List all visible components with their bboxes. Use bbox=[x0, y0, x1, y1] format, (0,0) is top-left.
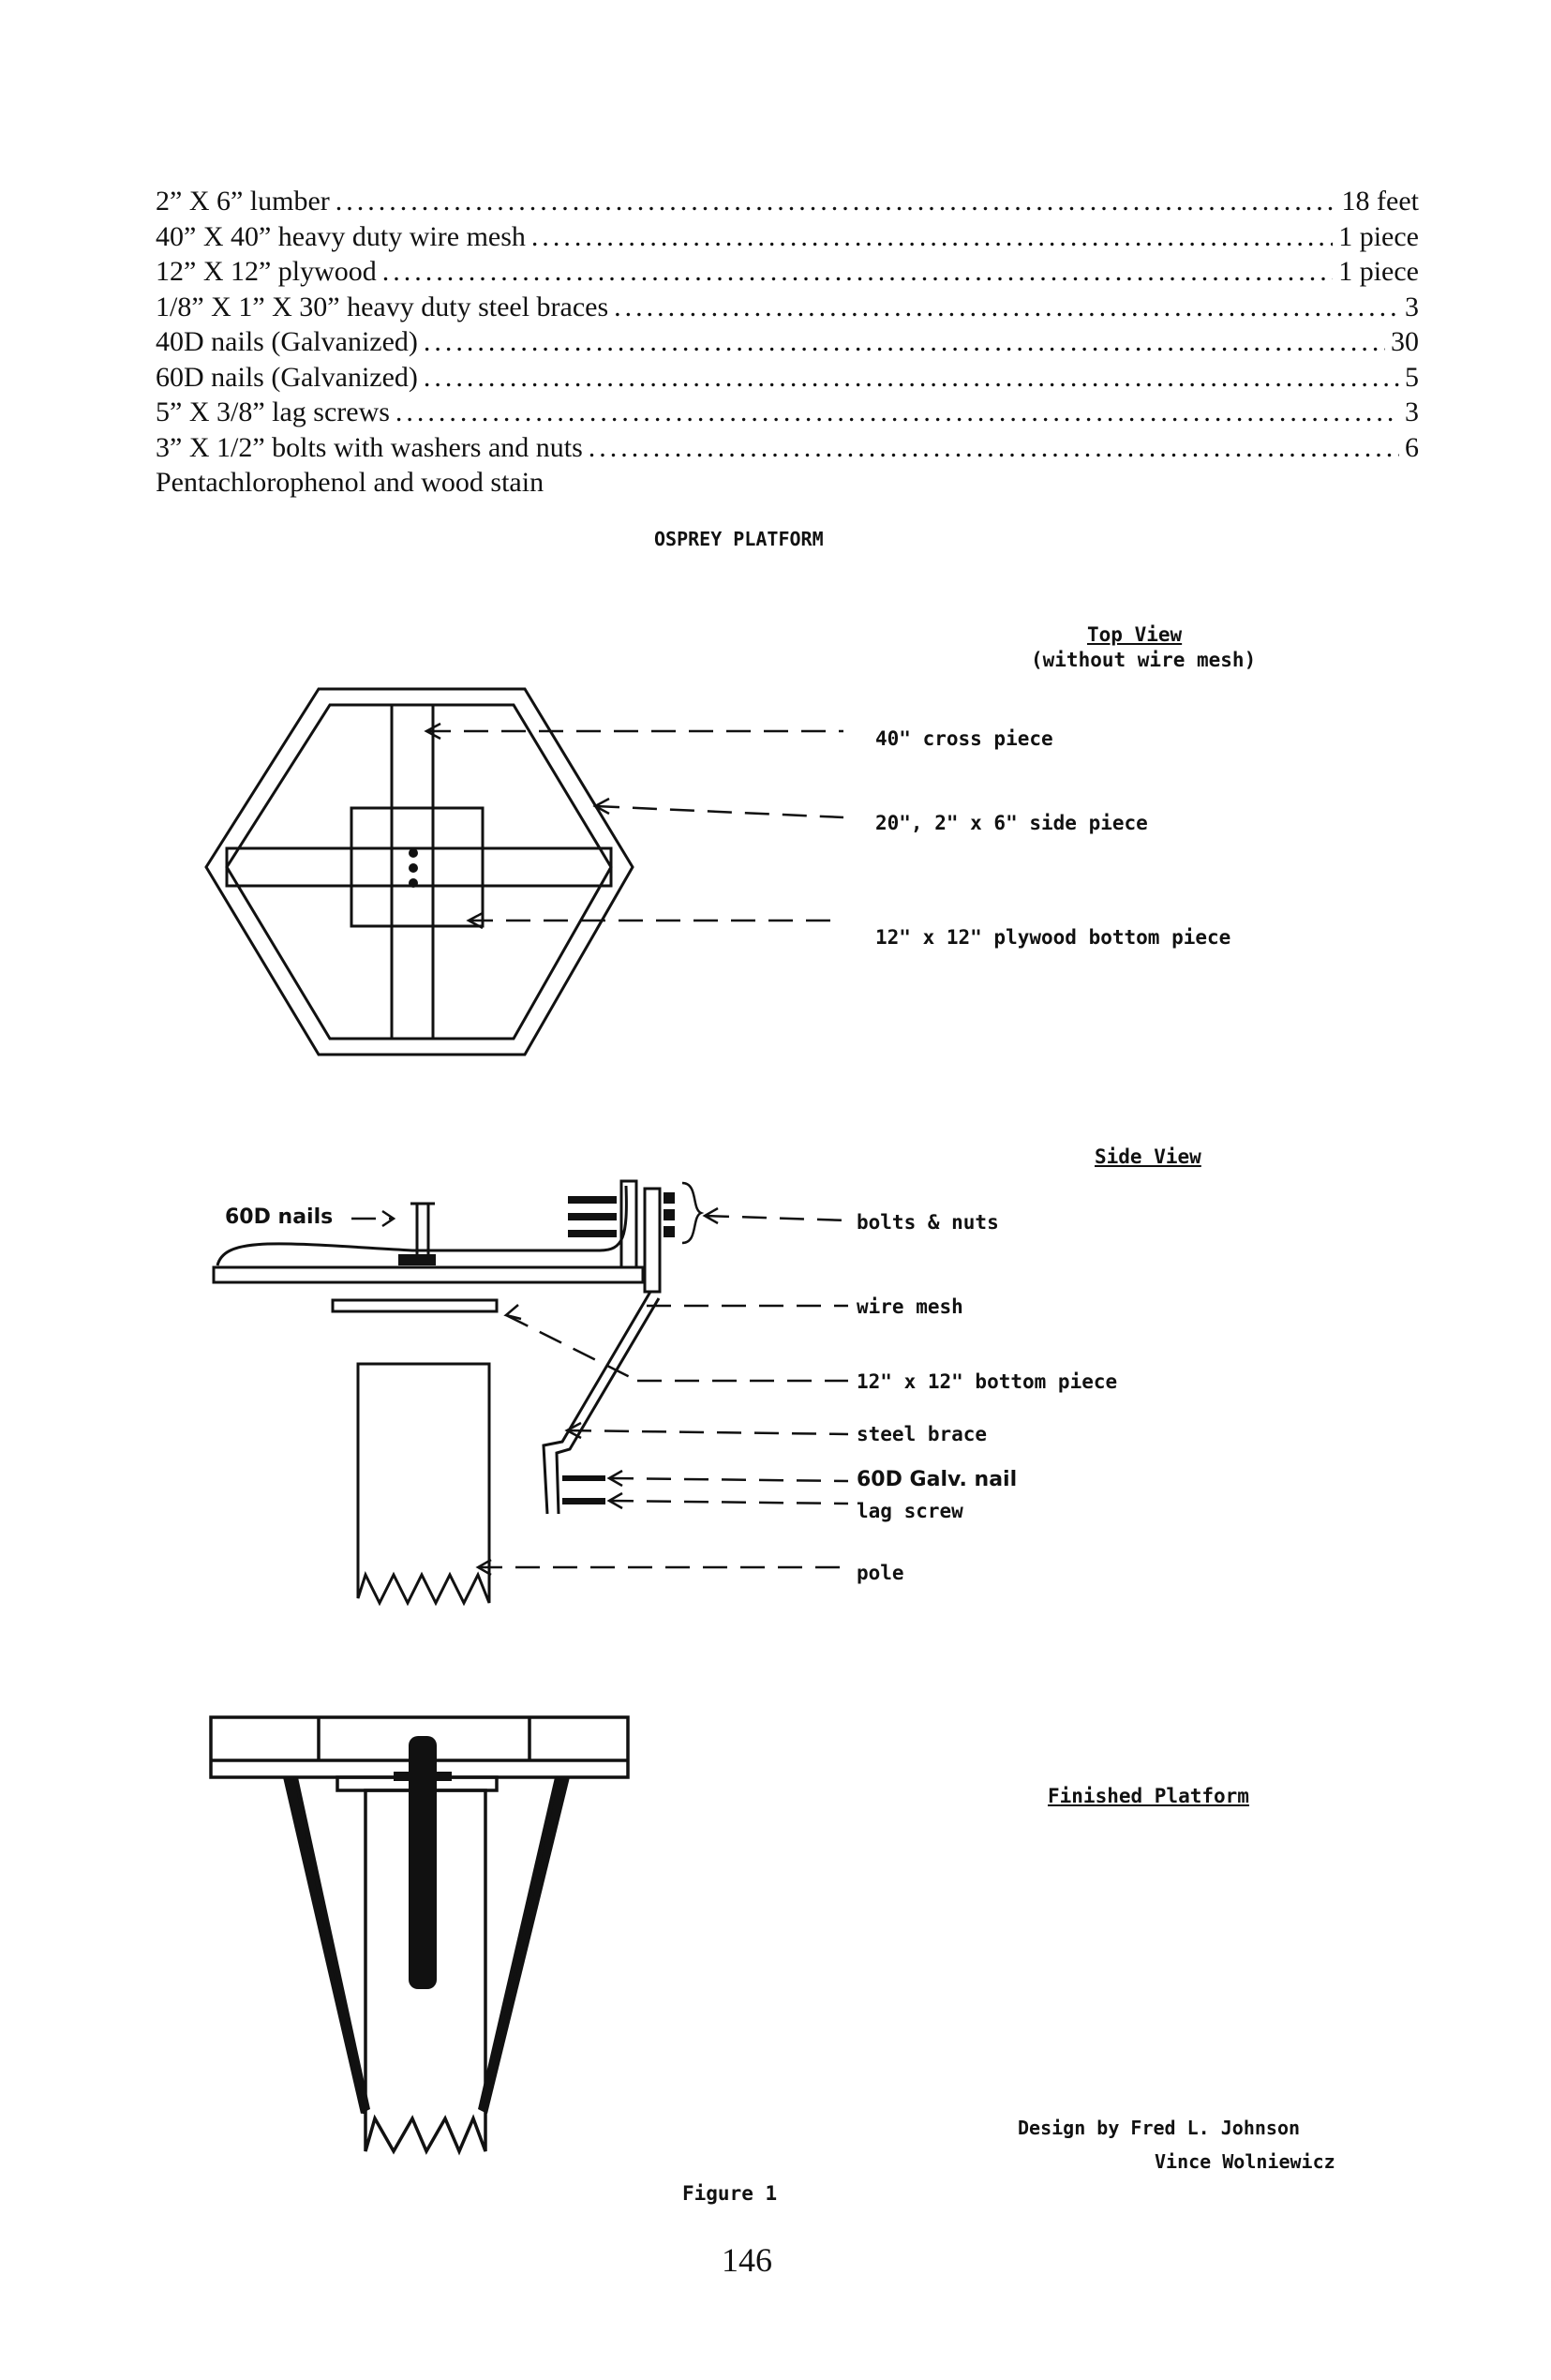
material-item: Pentachlorophenol and wood stain bbox=[156, 467, 544, 498]
top-view-hexagon-outer bbox=[206, 689, 633, 1055]
material-item: 40D nails (Galvanized) bbox=[156, 326, 418, 357]
figure-title: OSPREY PLATFORM bbox=[654, 528, 824, 550]
leader-side-piece bbox=[595, 806, 843, 817]
material-qty: 1 piece bbox=[1338, 256, 1419, 287]
top-view-horizontal-piece bbox=[227, 848, 611, 886]
label-60d-nails-handwritten: 60D nails bbox=[225, 1205, 334, 1229]
material-qty: 18 feet bbox=[1341, 186, 1419, 217]
material-item: 5” X 3/8” lag screws bbox=[156, 397, 390, 427]
side-view-upright bbox=[621, 1181, 636, 1267]
material-item: 3” X 1/2” bolts with washers and nuts bbox=[156, 431, 583, 463]
leader-steel-brace bbox=[567, 1430, 848, 1434]
material-qty: 1 piece bbox=[1338, 220, 1419, 252]
material-qty: 30 bbox=[1391, 326, 1419, 357]
figure-caption: Figure 1 bbox=[682, 2182, 778, 2205]
label-cross-piece: 40" cross piece bbox=[875, 727, 1053, 750]
material-qty: 3 bbox=[1405, 397, 1419, 427]
material-qty: 6 bbox=[1405, 431, 1419, 463]
top-view-heading: Top View bbox=[1087, 623, 1183, 646]
page-number: 146 bbox=[722, 2241, 772, 2279]
label-steel-brace: steel brace bbox=[857, 1423, 988, 1445]
side-view-platform bbox=[214, 1267, 643, 1282]
leader-lag-screw bbox=[609, 1501, 848, 1504]
material-item: 60D nails (Galvanized) bbox=[156, 361, 418, 393]
side-view-bottom-piece bbox=[333, 1300, 497, 1311]
label-side-piece: 20", 2" x 6" side piece bbox=[875, 812, 1148, 834]
finished-brace-left bbox=[283, 1777, 370, 2114]
material-qty: 5 bbox=[1405, 361, 1419, 393]
material-item: 40” X 40” heavy duty wire mesh bbox=[156, 220, 526, 252]
label-lag-screw: lag screw bbox=[857, 1500, 963, 1522]
material-item: 2” X 6” lumber bbox=[156, 186, 330, 217]
leader-galv-nail bbox=[609, 1478, 848, 1481]
side-view-bolts bbox=[398, 1192, 675, 1504]
material-qty: 3 bbox=[1405, 291, 1419, 322]
finished-brace-right bbox=[478, 1777, 570, 2114]
finished-platform-heading: Finished Platform bbox=[1048, 1785, 1249, 1807]
material-item: 12” X 12” plywood bbox=[156, 256, 377, 287]
label-plywood-bottom: 12" x 12" plywood bottom piece bbox=[875, 926, 1231, 949]
label-galv-nail: 60D Galv. nail bbox=[857, 1468, 1018, 1491]
material-item: 1/8” X 1” X 30” heavy duty steel braces bbox=[156, 291, 609, 322]
label-bottom-piece: 12" x 12" bottom piece bbox=[857, 1370, 1118, 1393]
top-view-subheading: (without wire mesh) bbox=[1031, 649, 1257, 671]
label-wire-mesh: wire mesh bbox=[857, 1295, 963, 1318]
side-view-pole bbox=[358, 1364, 489, 1603]
side-view-heading: Side View bbox=[1095, 1145, 1201, 1168]
top-view-hexagon-inner bbox=[227, 705, 611, 1039]
top-view-bolts bbox=[409, 848, 418, 888]
label-pole: pole bbox=[857, 1562, 904, 1584]
credit-line-2: Vince Wolniewicz bbox=[1155, 2150, 1335, 2173]
leader-bolts bbox=[705, 1216, 848, 1220]
label-bolts-nuts: bolts & nuts bbox=[857, 1211, 999, 1234]
credit-line-1: Design by Fred L. Johnson bbox=[1018, 2117, 1301, 2139]
